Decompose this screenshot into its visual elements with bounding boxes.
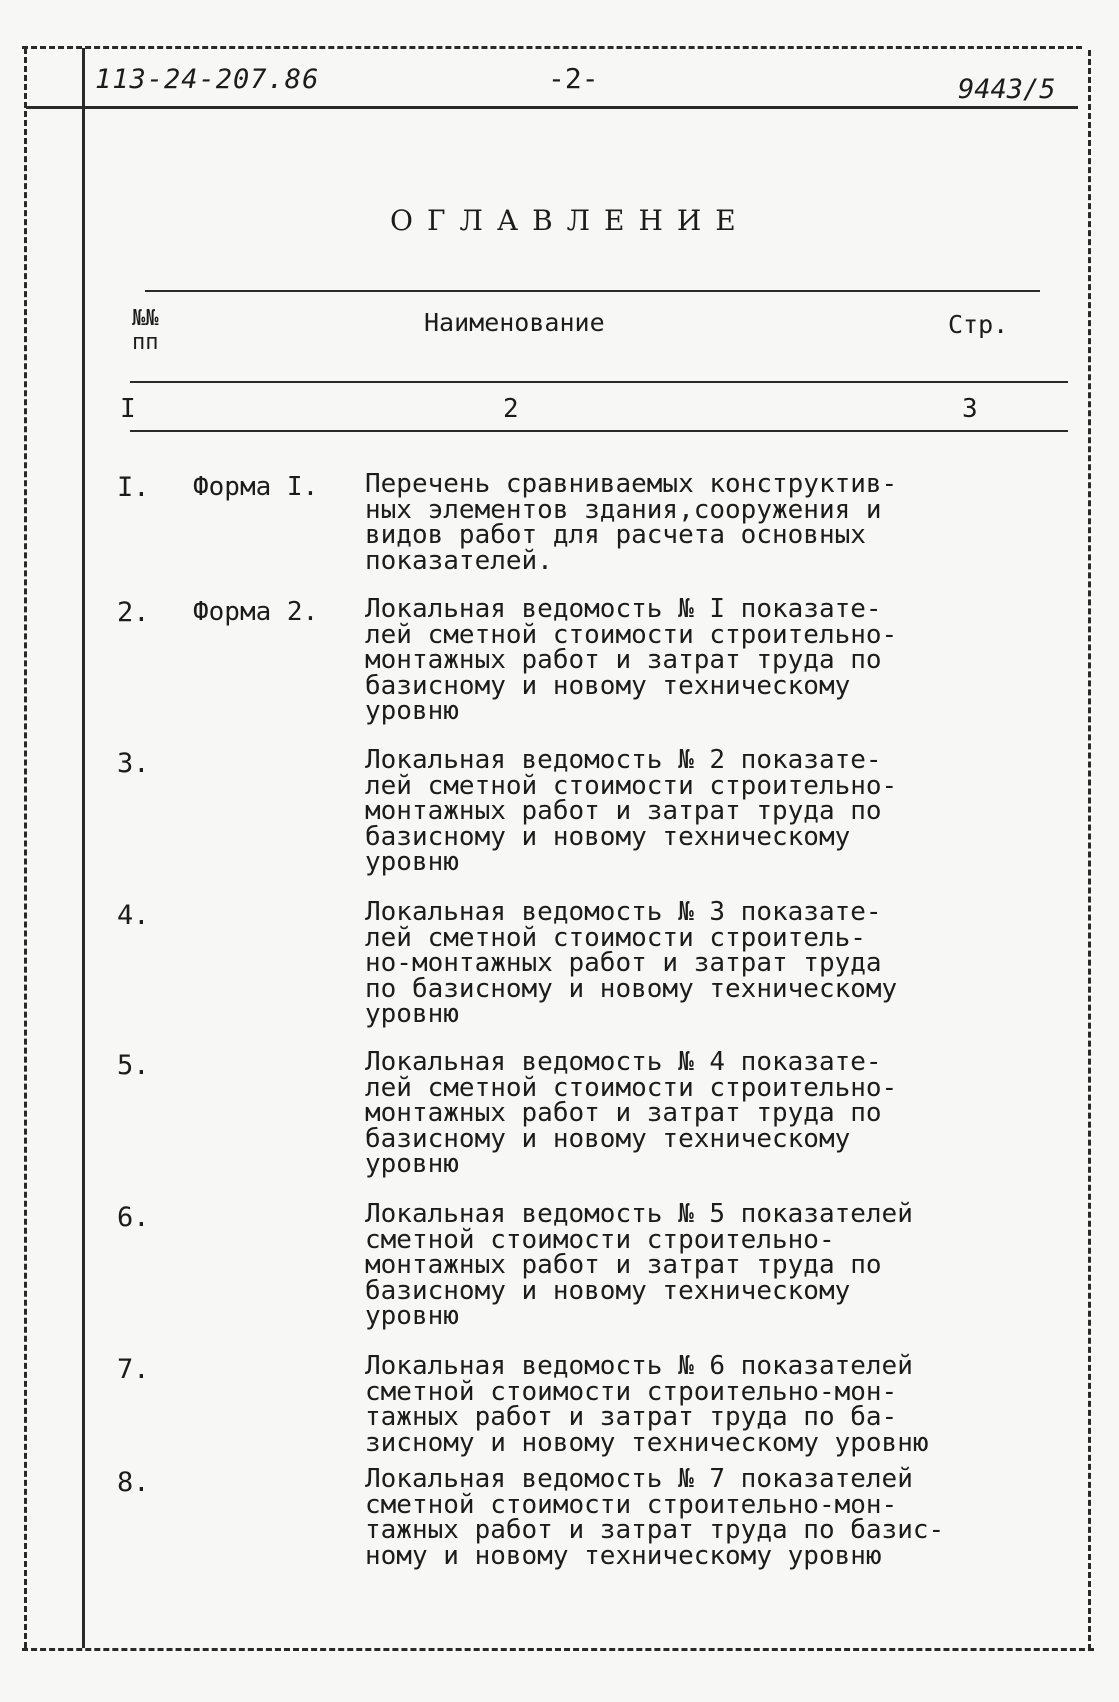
entry-number: I.	[117, 472, 150, 503]
entry-number: 8.	[117, 1467, 150, 1498]
page-number: -2-	[548, 62, 599, 95]
entry-number: 3.	[117, 748, 150, 779]
entry-form: Форма 2.	[193, 597, 319, 627]
column-header-number: №№ пп	[132, 306, 159, 355]
entry-number: 5.	[117, 1050, 150, 1081]
entry-number: 7.	[117, 1354, 150, 1385]
entry-name: Локальная ведомость № 3 показате- лей сметной стоимости строитель- но-монтажных работ и затрат труда по базисному и новому техническому уровню	[365, 897, 898, 1029]
document-code: 113-24-207.86	[95, 64, 320, 95]
column-number-2: 2	[503, 394, 519, 424]
frame-bottom-border	[22, 1648, 1094, 1651]
entry-name: Локальная ведомость № 6 показателей сметной стоимости строительно-мон- тажных работ и затрат труда по ба- зисному и новому техническому уровню	[365, 1351, 929, 1458]
column-number-3: 3	[962, 394, 978, 424]
sheet-reference: 9443/5	[958, 74, 1056, 105]
frame-top-border	[22, 46, 1082, 49]
table-header-rule	[130, 381, 1068, 383]
frame-left-outer-border	[24, 48, 27, 1648]
frame-right-border	[1088, 50, 1091, 1650]
entry-number: 4.	[117, 900, 150, 931]
entry-name: Локальная ведомость № I показате- лей сметной стоимости строительно- монтажных работ и затрат труда по базисному и новому техническому уровню	[365, 594, 898, 726]
entry-name: Локальная ведомость № 7 показателей сметной стоимости строительно-мон- тажных работ и затрат труда по базис- ному и новому техническому уровню	[365, 1464, 945, 1571]
frame-left-inner-border	[82, 48, 85, 1648]
column-header-name: Наименование	[424, 308, 605, 337]
entry-number: 2.	[117, 597, 150, 628]
entry-number: 6.	[117, 1202, 150, 1233]
entry-name: Локальная ведомость № 4 показате- лей сметной стоимости строительно- монтажных работ и затрат труда по базисному и новому техническому уровню	[365, 1047, 898, 1179]
page-title: ОГЛАВЛЕНИЕ	[390, 204, 750, 237]
column-header-page: Стр.	[948, 310, 1009, 339]
table-column-numbers-rule	[130, 430, 1068, 432]
entry-name: Перечень сравниваемых конструктив- ных элементов здания,сооружения и видов работ для расчета основных показателей.	[365, 469, 898, 576]
entry-form: Форма I.	[193, 472, 319, 502]
header-divider	[26, 106, 1078, 109]
column-number-1: I	[120, 394, 136, 424]
entry-name: Локальная ведомость № 5 показателей сметной стоимости строительно- монтажных работ и затрат труда по базисному и новому техническому уровню	[365, 1199, 913, 1331]
table-top-rule	[145, 290, 1040, 292]
entry-name: Локальная ведомость № 2 показате- лей сметной стоимости строительно- монтажных работ и затрат труда по базисному и новому техническому уровню	[365, 745, 898, 877]
